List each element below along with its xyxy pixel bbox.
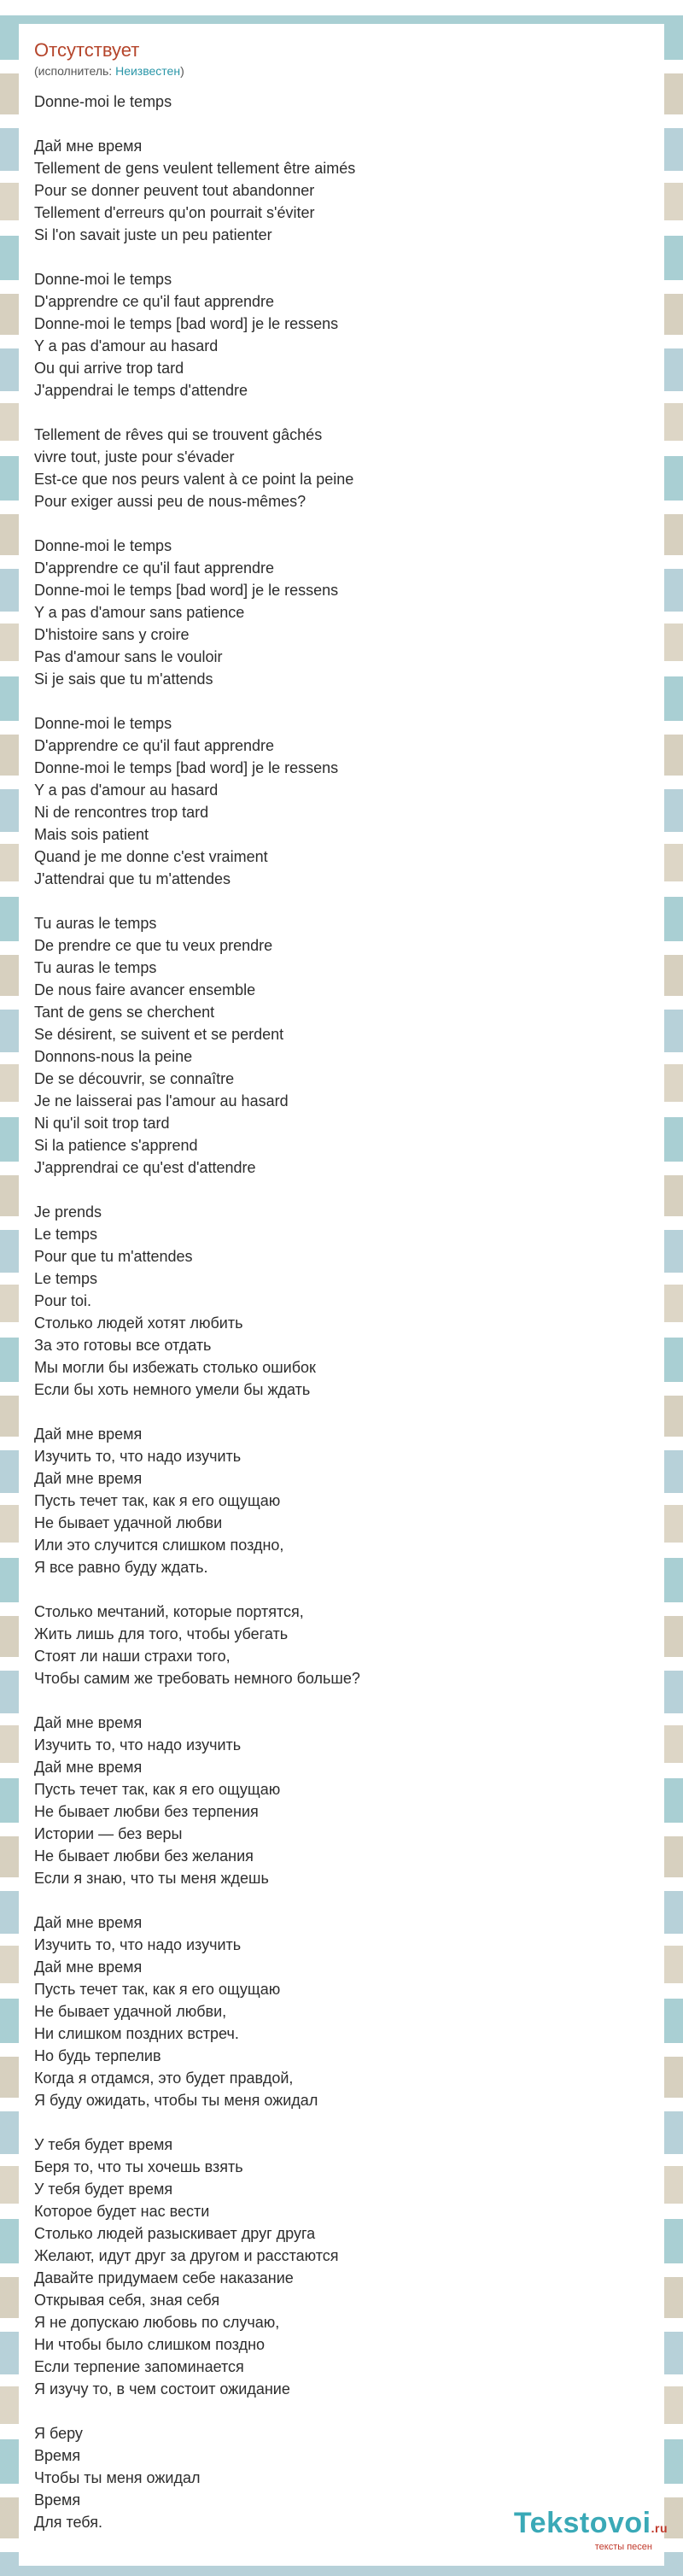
lyric-line: Se désirent, se suivent et se perdent [34, 1026, 284, 1043]
lyric-line: Donne-moi le temps [34, 715, 172, 732]
lyric-line: Истории — без веры [34, 1825, 183, 1842]
lyric-spacer [34, 401, 649, 424]
lyric-line: Le temps [34, 1270, 98, 1287]
lyric-line: Пусть течет так, как я его ощущаю [34, 1492, 281, 1509]
lyric-line: Tu auras le temps [34, 915, 157, 932]
lyric-spacer [34, 1689, 649, 1712]
lyrics-panel [19, 24, 664, 2566]
lyric-line: Tu auras le temps [34, 959, 157, 976]
lyric-line: Которое будет нас вести [34, 2203, 210, 2220]
lyric-line: Открывая себя, зная себя [34, 2292, 220, 2309]
lyric-line: Ни слишком поздних встреч. [34, 2025, 239, 2042]
lyric-line: Мы могли бы избежать столько ошибок [34, 1359, 316, 1376]
lyric-line: Не бывает любви без терпения [34, 1803, 259, 1820]
lyric-line: vivre tout, juste pour s'évader [34, 448, 235, 465]
lyric-line: Не бывает удачной любви [34, 1514, 223, 1531]
lyric-line: Изучить то, что надо изучить [34, 1448, 242, 1465]
lyric-line: Пусть течет так, как я его ощущаю [34, 1981, 281, 1998]
lyric-line: Чтобы самим же требовать немного больше? [34, 1670, 360, 1687]
lyric-line: Tellement de rêves qui se trouvent gâchés [34, 426, 323, 443]
artist-suffix: ) [180, 64, 184, 78]
lyric-line: Дай мне время [34, 1470, 143, 1487]
lyric-spacer [34, 1179, 649, 1201]
artist-line [34, 63, 649, 79]
lyric-line: Пусть течет так, как я его ощущаю [34, 1781, 281, 1798]
lyric-line: Pour exiger aussi peu de nous-mêmes? [34, 493, 306, 510]
lyric-spacer [34, 1578, 649, 1601]
lyric-line: J'apprendrai ce qu'est d'attendre [34, 1159, 256, 1176]
lyric-line: Время [34, 2447, 81, 2464]
lyric-line: У тебя будет время [34, 2136, 173, 2153]
lyric-line: Я буду ожидать, чтобы ты меня ожидал [34, 2092, 318, 2109]
lyrics-text [19, 79, 664, 2533]
lyric-line: Pour toi. [34, 1292, 92, 1309]
lyric-spacer [34, 2400, 649, 2422]
lyric-line: Дай мне время [34, 138, 143, 155]
lyric-line: J'attendrai que tu m'attendes [34, 870, 231, 887]
lyric-line: Donne-moi le temps [bad word] je le ressens [34, 582, 339, 599]
lyric-line: Tellement d'erreurs qu'on pourrait s'éviter [34, 204, 315, 221]
lyric-line: Дай мне время [34, 1958, 143, 1976]
song-header [19, 24, 664, 79]
lyric-line: Но будь терпелив [34, 2047, 161, 2064]
logo-tld: .ru [651, 2521, 668, 2535]
lyric-line: Donne-moi le temps [34, 93, 172, 110]
lyric-line: J'appendrai le temps d'attendre [34, 382, 248, 399]
lyric-line: Donne-moi le temps [bad word] je le ressens [34, 759, 339, 776]
lyric-line: Я изучу то, в чем состоит ожидание [34, 2380, 290, 2397]
lyric-spacer [34, 2111, 649, 2134]
lyric-line: De prendre ce que tu veux prendre [34, 937, 273, 954]
lyric-line: D'histoire sans y croire [34, 626, 190, 643]
lyric-line: Pas d'amour sans le vouloir [34, 648, 223, 665]
lyric-line: Или это случится слишком поздно, [34, 1537, 284, 1554]
lyric-line: Столько людей хотят любить [34, 1314, 243, 1332]
artist-link[interactable]: Неизвестен [115, 64, 181, 78]
lyric-line: Ни чтобы было слишком поздно [34, 2336, 266, 2353]
lyric-line: D'apprendre ce qu'il faut apprendre [34, 559, 275, 577]
lyric-line: Mais sois patient [34, 826, 149, 843]
lyric-line: Tellement de gens veulent tellement être aimés [34, 160, 356, 177]
lyric-line: D'apprendre ce qu'il faut apprendre [34, 293, 275, 310]
lyric-line: Je ne laisserai pas l'amour au hasard [34, 1092, 289, 1109]
lyric-line: Стоят ли наши страхи того, [34, 1648, 231, 1665]
lyric-line: Tant de gens se cherchent [34, 1004, 215, 1021]
lyric-line: Pour que tu m'attendes [34, 1248, 193, 1265]
song-title: Отсутствует [34, 39, 140, 61]
lyric-line: Donne-moi le temps [34, 271, 172, 288]
lyric-line: Ni qu'il soit trop tard [34, 1115, 170, 1132]
logo-wordmark [514, 2508, 668, 2544]
lyric-line: Si l'on savait juste un peu patienter [34, 226, 272, 243]
lyric-line: Дай мне время [34, 1426, 143, 1443]
lyric-line: Est-ce que nos peurs valent à ce point la peine [34, 471, 354, 488]
lyric-line: Я не допускаю любовь по случаю, [34, 2314, 280, 2331]
lyric-line: За это готовы все отдать [34, 1337, 212, 1354]
lyric-line: Когда я отдамся, это будет правдой, [34, 2070, 294, 2087]
lyric-line: De nous faire avancer ensemble [34, 981, 256, 998]
lyric-spacer [34, 113, 649, 135]
logo-tagline: тексты песен [594, 2542, 652, 2552]
lyric-line: Si je sais que tu m'attends [34, 670, 213, 688]
lyric-line: Столько людей разыскивает друг друга [34, 2225, 316, 2242]
lyric-line: Если бы хоть немного умели бы ждать [34, 1381, 311, 1398]
lyric-line: Жить лишь для того, чтобы убегать [34, 1625, 289, 1642]
lyric-line: De se découvrir, se connaître [34, 1070, 235, 1087]
lyric-line: Quand je me donne c'est vraiment [34, 848, 268, 865]
lyric-line: Donnons-nous la peine [34, 1048, 193, 1065]
lyric-line: Ou qui arrive trop tard [34, 360, 184, 377]
lyric-line: Ni de rencontres trop tard [34, 804, 209, 821]
lyric-line: Для тебя. [34, 2514, 102, 2531]
lyric-line: Дай мне время [34, 1714, 143, 1731]
lyric-line: Беря то, что ты хочешь взять [34, 2158, 243, 2175]
lyric-line: Si la patience s'apprend [34, 1137, 198, 1154]
lyric-line: Не бывает любви без желания [34, 1847, 254, 1865]
lyric-line: Желают, идут друг за другом и расстаются [34, 2247, 339, 2264]
lyric-line: Дай мне время [34, 1914, 143, 1931]
lyric-line: Если терпение запоминается [34, 2358, 244, 2375]
lyric-line: Y a pas d'amour au hasard [34, 337, 219, 354]
lyric-spacer [34, 890, 649, 912]
lyric-line: Изучить то, что надо изучить [34, 1736, 242, 1753]
lyric-line: Давайте придумаем себе наказание [34, 2269, 294, 2286]
lyric-spacer [34, 246, 649, 268]
lyric-line: Чтобы ты меня ожидал [34, 2469, 201, 2486]
lyric-line: Donne-moi le temps [34, 537, 172, 554]
lyric-spacer [34, 1401, 649, 1423]
lyric-spacer [34, 1889, 649, 1912]
lyric-line: Я все равно буду ждать. [34, 1559, 208, 1576]
lyric-line: У тебя будет время [34, 2181, 173, 2198]
lyric-line: Donne-moi le temps [bad word] je le ressens [34, 315, 339, 332]
logo-name: Tekstovoi [513, 2507, 651, 2539]
lyric-line: Не бывает удачной любви, [34, 2003, 227, 2020]
lyric-spacer [34, 690, 649, 712]
artist-prefix: (исполнитель: [34, 64, 116, 78]
lyric-line: Я беру [34, 2425, 83, 2442]
site-logo[interactable] [514, 2508, 668, 2552]
lyric-line: Le temps [34, 1226, 98, 1243]
lyric-line: Pour se donner peuvent tout abandonner [34, 182, 315, 199]
lyric-line: Изучить то, что надо изучить [34, 1936, 242, 1953]
lyric-line: Если я знаю, что ты меня ждешь [34, 1870, 269, 1887]
lyric-line: Время [34, 2491, 81, 2509]
lyric-line: Y a pas d'amour au hasard [34, 782, 219, 799]
lyric-spacer [34, 512, 649, 535]
lyric-line: Столько мечтаний, которые портятся, [34, 1603, 304, 1620]
lyric-line: Y a pas d'amour sans patience [34, 604, 245, 621]
lyric-line: Je prends [34, 1203, 102, 1221]
lyric-line: Дай мне время [34, 1759, 143, 1776]
lyric-line: D'apprendre ce qu'il faut apprendre [34, 737, 275, 754]
